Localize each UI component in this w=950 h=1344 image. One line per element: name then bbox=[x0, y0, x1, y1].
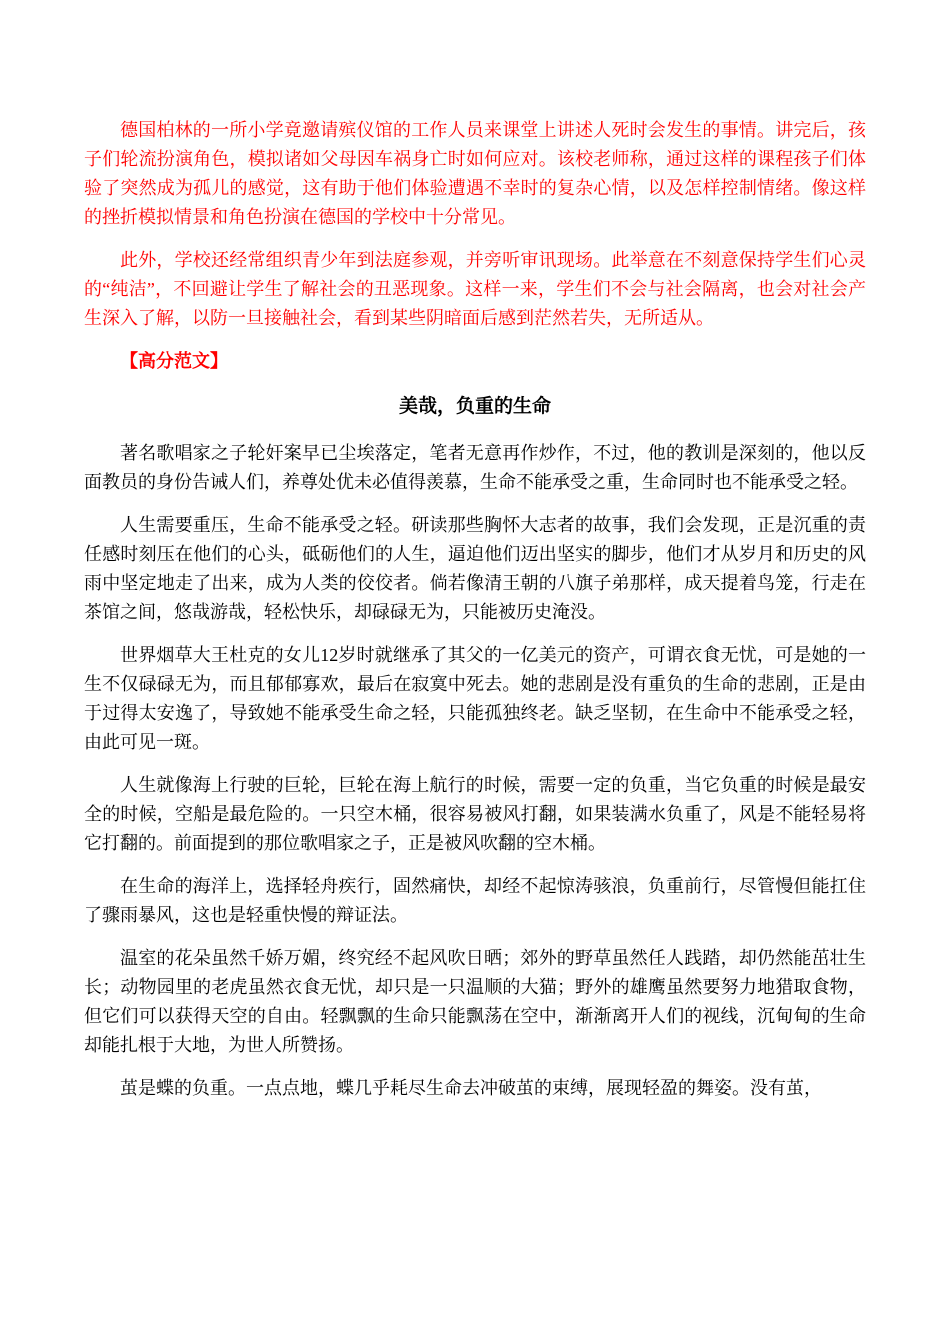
essay-paragraph-5: 在生命的海洋上，选择轻舟疾行，固然痛快，却经不起惊涛骇浪，负重前行，尽管慢但能扛住了骤雨暴风，这也是轻重快慢的辩证法。 bbox=[84, 876, 866, 925]
intro-paragraph-1: 德国柏林的一所小学竟邀请殡仪馆的工作人员来课堂上讲述人死时会发生的事情。讲完后，孩子们轮流扮演角色，模拟诸如父母因车祸身亡时如何应对。该校老师称，通过这样的课程孩子们体验了突然成为孤儿的感觉，这有助于他们体验遭遇不幸时的复杂心情，以及怎样控制情绪。像这样的挫折模拟情景和角色扮演在德国的学校中十分常见。 bbox=[84, 120, 866, 227]
essay-paragraph-3: 世界烟草大王杜克的女儿12岁时就继承了其父的一亿美元的资产，可谓衣食无忧，可是她的一生不仅碌碌无为，而且郁郁寡欢，最后在寂寞中死去。她的悲剧是没有重负的生命的悲剧，正是由于过得太安逸了，导致她不能承受生命之轻，只能孤独终老。缺乏坚韧，在生命中不能承受之轻，由此可见一斑。 bbox=[84, 645, 866, 752]
essay-paragraph-7: 茧是蝶的负重。一点点地，蝶几乎耗尽生命去冲破茧的束缚，展现轻盈的舞姿。没有茧， bbox=[120, 1078, 822, 1098]
essay-title: 美哉，负重的生命 bbox=[398, 396, 551, 417]
essay-paragraph-2: 人生需要重压，生命不能承受之轻。研读那些胸怀大志者的故事，我们会发现，正是沉重的责任感时刻压在他们的心头，砥砺他们的人生，逼迫他们迈出坚实的脚步，他们才从岁月和历史的风雨中坚定地走了出来，成为人类的佼佼者。倘若像清王朝的八旗子弟那样，成天提着鸟笼，行走在茶馆之间，悠哉游哉，轻松快乐，却碌碌无为，只能被历史淹没。 bbox=[84, 515, 866, 622]
essay-paragraph-1: 著名歌唱家之子轮奸案早已尘埃落定，笔者无意再作炒作，不过，他的教训是深刻的，他以反面教员的身份告诫人们，养尊处优未必值得羡慕，生命不能承受之重，生命同时也不能承受之轻。 bbox=[84, 443, 866, 492]
essay-paragraph-6: 温室的花朵虽然千娇万媚，终究经不起风吹日晒；郊外的野草虽然任人践踏，却仍然能茁壮生长；动物园里的老虎虽然衣食无忧，却只是一只温顺的大猫；野外的雄鹰虽然要努力地猎取食物，但它们可以获得天空的自由。轻飘飘的生命只能飘荡在空中，渐渐离开人们的视线，沉甸甸的生命却能扎根于大地，为世人所赞扬。 bbox=[84, 948, 866, 1055]
essay-paragraph-4: 人生就像海上行驶的巨轮，巨轮在海上航行的时候，需要一定的负重，当它负重的时候是最安全的时候，空船是最危险的。一只空木桶，很容易被风打翻，如果装满水负重了，风是不能轻易将它打翻的。前面提到的那位歌唱家之子，正是被风吹翻的空木桶。 bbox=[84, 775, 866, 853]
section-heading: 【高分范文】 bbox=[120, 351, 228, 371]
intro-paragraph-2: 此外，学校还经常组织青少年到法庭参观，并旁听审讯现场。此举意在不刻意保持学生们心灵的“纯洁”，不回避让学生了解社会的丑恶现象。这样一来，学生们不会与社会隔离，也会对社会产生深入了解，以防一旦接触社会，看到某些阴暗面后感到茫然若失，无所适从。 bbox=[84, 250, 866, 328]
